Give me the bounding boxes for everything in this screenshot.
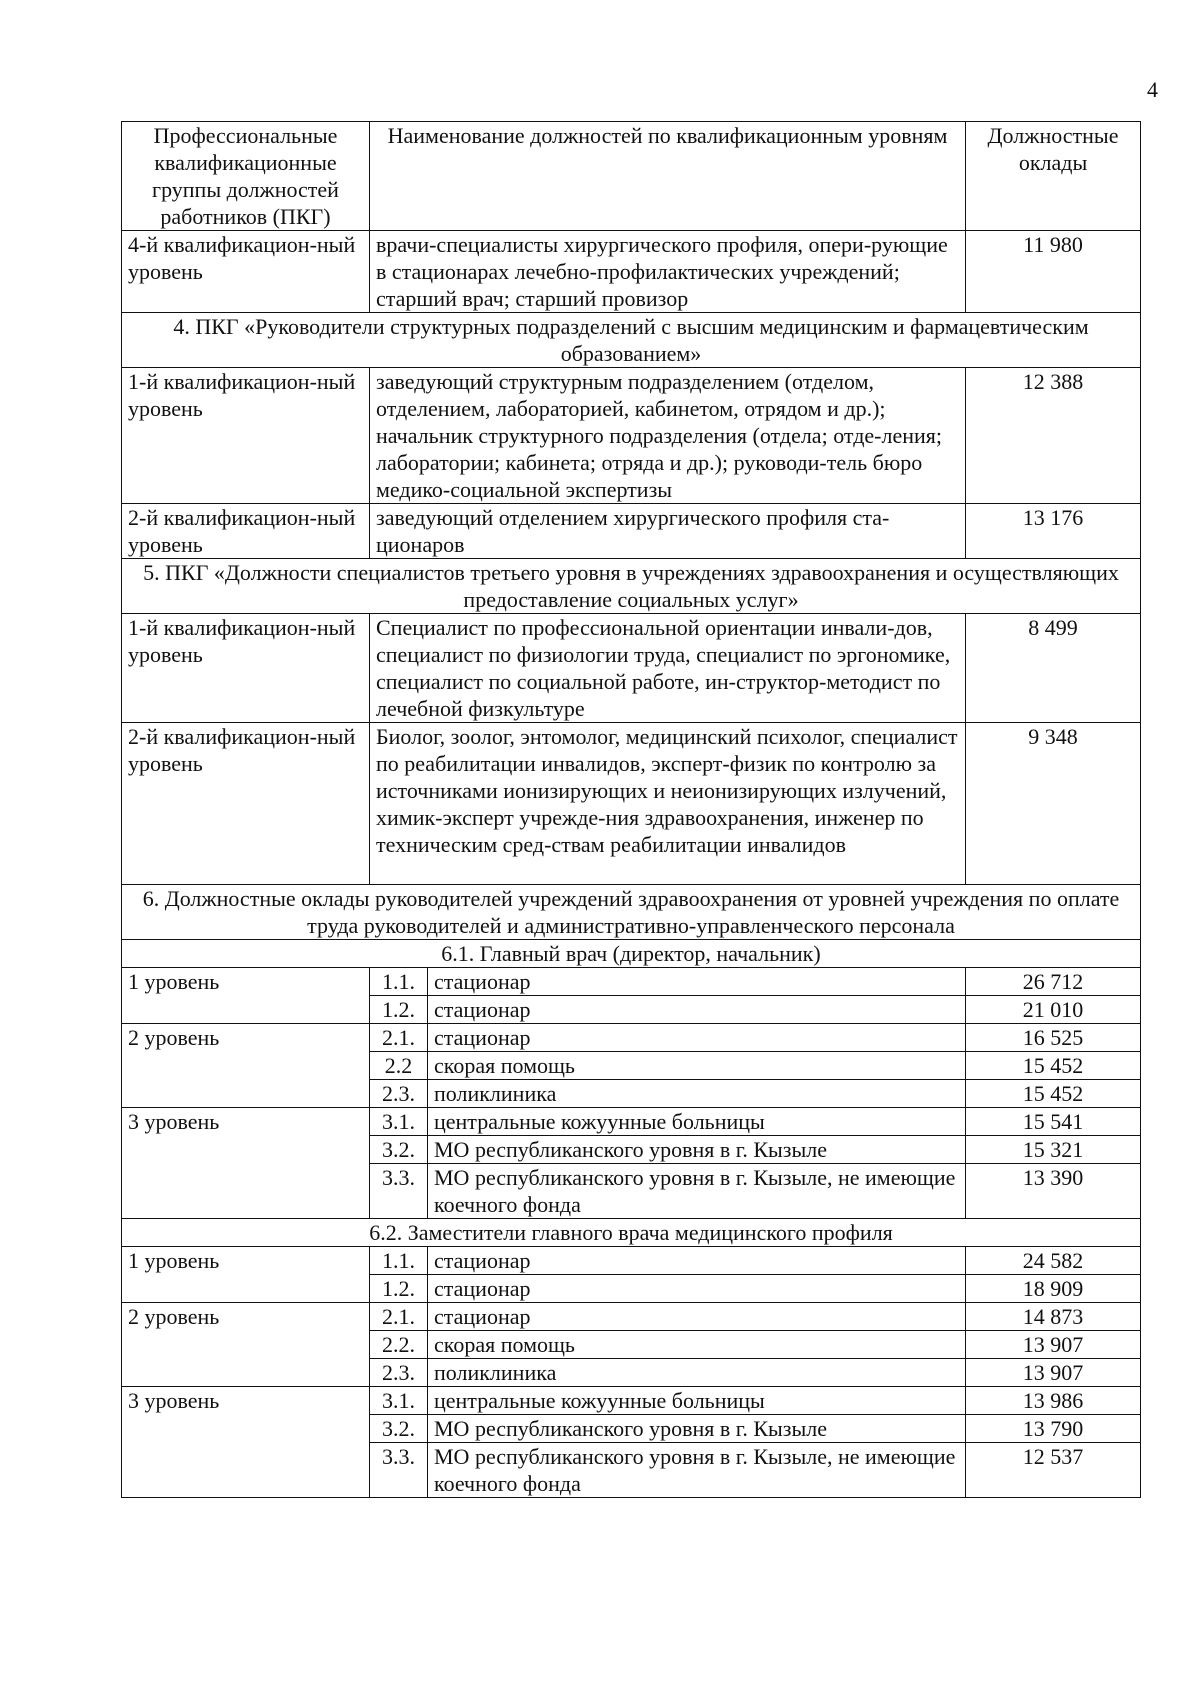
positions-cell: врачи-специалисты хирургического профиля, опери-рующие в стационарах лечебно-профилактических учреждений; старший врач; старший провизор	[370, 231, 966, 313]
item-name: МО республиканского уровня в г. Кызыле, не имеющие коечного фонда	[428, 1164, 966, 1219]
level-cell: 2 уровень	[122, 1024, 370, 1108]
level-cell: 2-й квалификацион-ный уровень	[122, 504, 370, 559]
table-row	[122, 231, 1141, 313]
item-name: стационар	[428, 1247, 966, 1275]
item-number: 1.1.	[370, 968, 428, 996]
table-row	[122, 1247, 1141, 1275]
item-name: стационар	[428, 1024, 966, 1052]
subsection-title-row	[122, 1219, 1141, 1247]
level-cell: 1-й квалификацион-ный уровень	[122, 614, 370, 723]
item-number: 2.1.	[370, 1303, 428, 1331]
item-name: центральные кожуунные больницы	[428, 1108, 966, 1136]
item-name: поликлиника	[428, 1359, 966, 1387]
item-name: МО республиканского уровня в г. Кызыле, не имеющие коечного фонда	[428, 1443, 966, 1498]
salary-cell: 9 348	[966, 723, 1141, 885]
salary-cell: 13 176	[966, 504, 1141, 559]
subsection-title: 6.1. Главный врач (директор, начальник)	[122, 940, 1141, 968]
page-number: 4	[1147, 77, 1158, 102]
salary-cell: 15 541	[966, 1108, 1141, 1136]
salary-cell: 16 525	[966, 1024, 1141, 1052]
item-number: 3.3.	[370, 1164, 428, 1219]
level-cell: 3 уровень	[122, 1108, 370, 1219]
positions-cell: заведующий структурным подразделением (отделом, отделением, лабораторией, кабинетом, отрядом и др.); начальник структурного подразделения (отдела; отде-ления; лаборатории; кабинета; отряда и др.); руководи-тель бюро медико-социальной экспертизы	[370, 368, 966, 504]
item-name: МО республиканского уровня в г. Кызыле	[428, 1415, 966, 1443]
level-cell: 2-й квалификацион-ный уровень	[122, 723, 370, 885]
level-cell: 3 уровень	[122, 1387, 370, 1498]
item-name: скорая помощь	[428, 1331, 966, 1359]
table-row	[122, 614, 1141, 723]
item-number: 2.1.	[370, 1024, 428, 1052]
salary-cell: 13 907	[966, 1331, 1141, 1359]
item-number: 2.3.	[370, 1080, 428, 1108]
table-row	[122, 968, 1141, 996]
salary-cell: 26 712	[966, 968, 1141, 996]
item-number: 3.2.	[370, 1136, 428, 1164]
salary-cell: 18 909	[966, 1275, 1141, 1303]
section-title-row	[122, 885, 1141, 940]
item-name: поликлиника	[428, 1080, 966, 1108]
item-number: 2.2.	[370, 1331, 428, 1359]
level-cell: 1-й квалификацион-ный уровень	[122, 368, 370, 504]
group-title: 4. ПКГ «Руководители структурных подразделений с высшим медицинским и фармацевтическим образованием»	[122, 313, 1141, 368]
salary-cell: 13 986	[966, 1387, 1141, 1415]
table-row	[122, 1108, 1141, 1136]
item-name: скорая помощь	[428, 1052, 966, 1080]
subsection-title-row	[122, 940, 1141, 968]
item-number: 3.3.	[370, 1443, 428, 1498]
salary-cell: 24 582	[966, 1247, 1141, 1275]
item-name: стационар	[428, 968, 966, 996]
table-header-row	[122, 122, 1141, 231]
salary-cell: 13 907	[966, 1359, 1141, 1387]
item-name: стационар	[428, 996, 966, 1024]
table-row	[122, 504, 1141, 559]
item-name: стационар	[428, 1303, 966, 1331]
table-row	[122, 1024, 1141, 1052]
item-number: 3.1.	[370, 1387, 428, 1415]
salary-cell: 15 452	[966, 1052, 1141, 1080]
group-title-row	[122, 559, 1141, 614]
item-number: 3.2.	[370, 1415, 428, 1443]
salary-cell: 15 452	[966, 1080, 1141, 1108]
salary-cell: 13 390	[966, 1164, 1141, 1219]
salary-cell: 13 790	[966, 1415, 1141, 1443]
salary-table	[121, 121, 1141, 1498]
positions-cell: Специалист по профессиональной ориентации инвали-дов, специалист по физиологии труда, специалист по эргономике, специалист по социальной работе, ин-структор-методист по лечебной физкультуре	[370, 614, 966, 723]
item-number: 1.2.	[370, 996, 428, 1024]
group-title-row	[122, 313, 1141, 368]
salary-cell: 12 388	[966, 368, 1141, 504]
salary-cell: 14 873	[966, 1303, 1141, 1331]
group-title: 5. ПКГ «Должности специалистов третьего уровня в учреждениях здравоохранения и осуществляющих предоставление социальных услуг»	[122, 559, 1141, 614]
section-title: 6. Должностные оклады руководителей учреждений здравоохранения от уровней учреждения по оплате труда руководителей и административно-управленческого персонала	[122, 885, 1141, 940]
item-number: 2.3.	[370, 1359, 428, 1387]
item-number: 1.2.	[370, 1275, 428, 1303]
level-cell: 1 уровень	[122, 1247, 370, 1303]
positions-cell: заведующий отделением хирургического профиля ста-ционаров	[370, 504, 966, 559]
header-group: Профессиональные квалификационные группы должностей работников (ПКГ)	[122, 122, 370, 231]
positions-cell: Биолог, зоолог, энтомолог, медицинский психолог, специалист по реабилитации инвалидов, эксперт-физик по контролю за источниками ионизирующих и неионизирующих излучений, химик-эксперт учрежде-ния здравоохранения, инженер по техническим сред-ствам реабилитации инвалидов	[370, 723, 966, 885]
item-number: 3.1.	[370, 1108, 428, 1136]
level-cell: 4-й квалификацион-ный уровень	[122, 231, 370, 313]
salary-cell: 21 010	[966, 996, 1141, 1024]
salary-cell: 12 537	[966, 1443, 1141, 1498]
header-positions: Наименование должностей по квалификационным уровням	[370, 122, 966, 231]
salary-cell: 11 980	[966, 231, 1141, 313]
table-row	[122, 723, 1141, 885]
salary-cell: 8 499	[966, 614, 1141, 723]
item-name: центральные кожуунные больницы	[428, 1387, 966, 1415]
table-row	[122, 1387, 1141, 1415]
salary-cell: 15 321	[966, 1136, 1141, 1164]
item-name: МО республиканского уровня в г. Кызыле	[428, 1136, 966, 1164]
table-row	[122, 1303, 1141, 1331]
subsection-title: 6.2. Заместители главного врача медицинского профиля	[122, 1219, 1141, 1247]
level-cell: 2 уровень	[122, 1303, 370, 1387]
item-name: стационар	[428, 1275, 966, 1303]
item-number: 1.1.	[370, 1247, 428, 1275]
table-row	[122, 368, 1141, 504]
item-number: 2.2	[370, 1052, 428, 1080]
header-salary: Должностные оклады	[966, 122, 1141, 231]
level-cell: 1 уровень	[122, 968, 370, 1024]
